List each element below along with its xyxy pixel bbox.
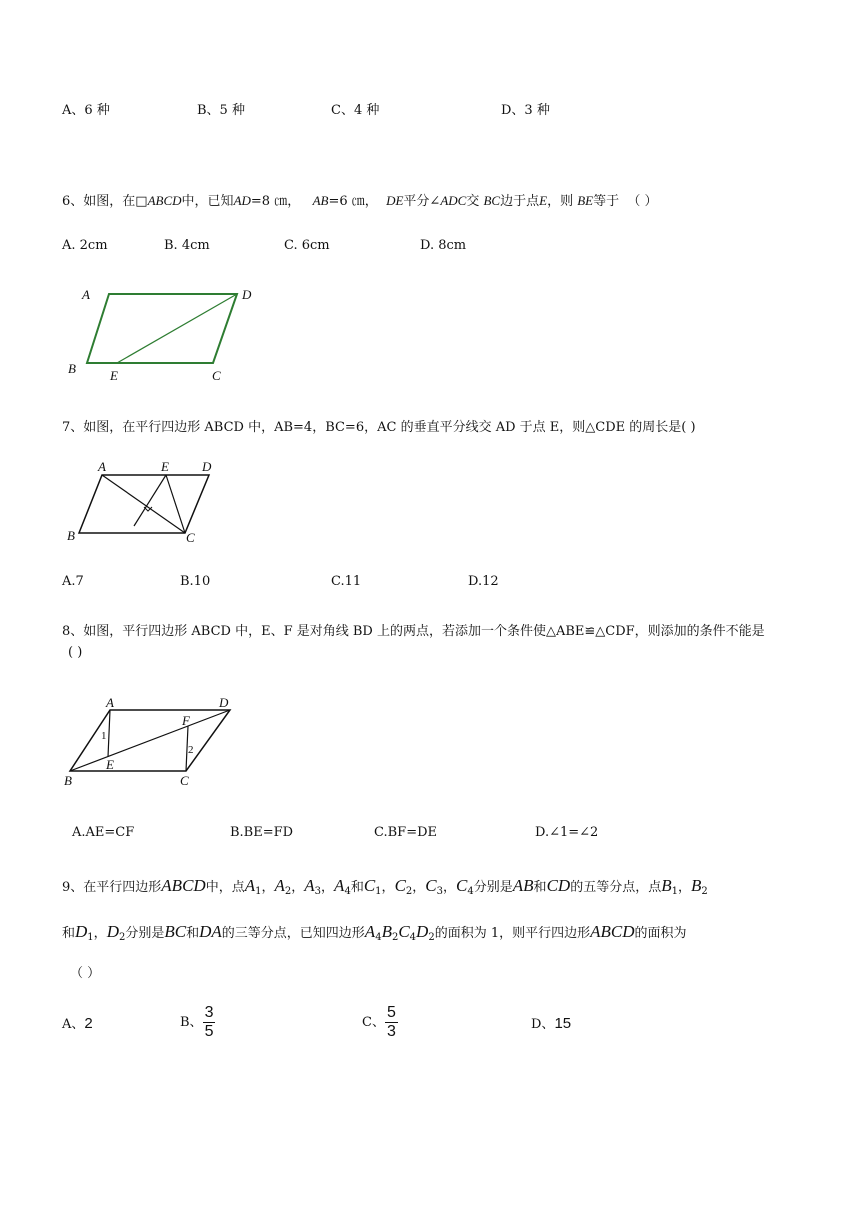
q7-option-b: B.10 [180, 574, 211, 589]
q6-option-c: C. 6cm [284, 238, 330, 253]
q9-sep: ， [381, 880, 395, 895]
q6-label-d: D [242, 287, 252, 302]
q5-option-c: C、4 种 [331, 103, 380, 118]
q9-c2: C [394, 876, 406, 895]
q9-text: 的三等分点，已知四边形 [221, 926, 365, 941]
q6-text: =8 ㎝， [250, 194, 301, 209]
q9-sub: 2 [118, 932, 126, 943]
answer-blank: ( ) [68, 645, 83, 660]
q6-de: DE [386, 193, 404, 208]
q6-option-a: A. 2cm [62, 238, 108, 253]
q6-be: BE [577, 193, 594, 208]
q9-sub: 2 [428, 932, 435, 943]
q9-a4: A [364, 922, 376, 941]
q9-stem-line2 [62, 922, 687, 943]
q9-c1: C [363, 876, 376, 895]
q9-sub: 4 [467, 886, 474, 897]
q9-sub: 2 [391, 932, 399, 943]
q6-label-b: B [68, 361, 76, 376]
q9-sub: 3 [314, 886, 322, 897]
q9-sub: 4 [375, 932, 382, 943]
q8-stem: 8、如图，平行四边形 ABCD 中，E、F 是对角线 BD 上的两点，若添加一个条件使△ABE≌△CDF，则添加的条件不能是 [62, 624, 765, 639]
q6-ad: AD [233, 193, 251, 208]
q9-text: 和 [533, 880, 547, 895]
q8-option-c: C.BF=DE [374, 825, 437, 840]
q9-sub: 1 [255, 886, 262, 897]
q9-stem-line1 [62, 876, 708, 897]
q6-parallelogram [87, 294, 237, 363]
q9-d1: D [75, 922, 88, 941]
q6-option-b: B. 4cm [164, 238, 210, 253]
q6-e: E [539, 193, 548, 208]
q5-option-d: D、3 种 [501, 103, 550, 118]
q7-label-b: B [67, 528, 75, 543]
q9-sep: ， [443, 880, 457, 895]
fraction-numerator: 3 [204, 1004, 214, 1021]
q6-text: 交 [466, 194, 480, 209]
q8-label-a: A [106, 695, 114, 710]
q5-option-a: A、6 种 [62, 103, 110, 118]
option-label: D、 [531, 1017, 555, 1032]
q8-label-e: E [106, 757, 114, 772]
q6-label-c: C [212, 368, 221, 383]
q9-b1: B [661, 876, 672, 895]
q9-sep: ， [412, 880, 426, 895]
q9-sub: 4 [409, 932, 417, 943]
q9-sub: 2 [405, 886, 413, 897]
q9-text: 和 [62, 926, 76, 941]
q9-abcd: ABCD [161, 876, 206, 895]
q7-label-d: D [202, 459, 212, 474]
q8-segment-ae [108, 710, 110, 757]
q9-a1: A [244, 876, 256, 895]
q9-abcd: ABCD [590, 922, 635, 941]
q9-sub: 1 [375, 886, 382, 897]
q7-label-e: E [161, 459, 169, 474]
q6-text: 边于点 [500, 194, 540, 209]
q9-text: 分别是 [473, 880, 513, 895]
q8-figure [62, 695, 242, 795]
q9-a4: A [334, 876, 345, 895]
q5-option-b: B、5 种 [197, 103, 245, 118]
q6-ab: AB [312, 193, 329, 208]
q6-text: 等于 [593, 194, 620, 209]
q6-text: 、如图，在 [70, 194, 136, 209]
q9-sub: 2 [284, 886, 292, 897]
q8-label-f: F [182, 713, 190, 728]
q9-b2: B [690, 876, 702, 895]
fraction-denominator: 3 [386, 1023, 396, 1040]
q9-c4: C [456, 876, 468, 895]
fraction [203, 1004, 216, 1041]
q6-number: 6 [62, 194, 71, 209]
q8-label-b: B [64, 773, 72, 788]
q6-text: 平分∠ [403, 194, 441, 209]
option-label: C、 [362, 1015, 385, 1030]
q9-option-d [531, 1013, 571, 1032]
q8-angle-2-label: 2 [188, 744, 194, 756]
answer-blank: （ ） [627, 194, 658, 209]
q9-text: 的五等分点，点 [570, 880, 662, 895]
q7-figure [62, 458, 232, 548]
q9-text: 的面积为 1，则平行四边形 [434, 926, 591, 941]
q9-sub: 3 [436, 886, 444, 897]
q9-text: 的面积为 [634, 926, 687, 941]
q9-text: 中，点 [205, 880, 245, 895]
q8-option-b: B.BE=FD [230, 825, 294, 840]
answer-blank: （ ） [70, 966, 101, 981]
q9-sub: 4 [344, 886, 351, 897]
q6-text: =6 ㎝， [328, 194, 378, 209]
q9-da: DA [199, 922, 222, 941]
fraction [385, 1004, 398, 1041]
q7-stem: 7、如图，在平行四边形 ABCD 中，AB=4，BC=6，AC 的垂直平分线交 AD 于点 E，则△CDE 的周长是( ) [62, 420, 696, 435]
q7-label-a: A [98, 459, 106, 474]
q8-option-a: A.AE=CF [72, 825, 135, 840]
q9-a3: A [304, 876, 315, 895]
q6-label-e: E [110, 368, 118, 383]
option-value: 2 [84, 1015, 93, 1032]
q9-text: 分别是 [125, 926, 165, 941]
q8-diagonal-bd [70, 710, 230, 771]
q8-label-c: C [180, 773, 189, 788]
q9-number: 9 [62, 880, 71, 895]
q9-option-b [180, 1004, 215, 1041]
q9-sep: ， [291, 880, 305, 895]
q7-diagonal-ac [102, 475, 185, 533]
q9-sub: 2 [701, 886, 708, 897]
fraction-numerator: 5 [386, 1004, 396, 1021]
q6-segment-de [117, 294, 237, 363]
q6-stem [62, 190, 658, 209]
q9-sep: ， [677, 880, 691, 895]
fraction-denominator: 5 [204, 1023, 214, 1040]
q7-option-c: C.11 [331, 574, 362, 589]
q9-sep: ， [261, 880, 275, 895]
q9-c4: C [398, 922, 410, 941]
q9-sub: 1 [671, 886, 678, 897]
option-label: B、 [180, 1015, 203, 1030]
q6-text: 中，已知 [181, 194, 234, 209]
parallelogram-symbol: □ [135, 194, 148, 209]
q9-d2: D [106, 922, 119, 941]
q9-d2: D [416, 922, 429, 941]
q6-label-a: A [82, 287, 90, 302]
q6-figure [62, 280, 272, 390]
option-label: A、 [62, 1017, 85, 1032]
q9-b2: B [381, 922, 392, 941]
q9-sep: ， [321, 880, 335, 895]
q9-option-a [62, 1013, 93, 1032]
q9-cd: CD [546, 876, 571, 895]
q6-bc: BC [483, 193, 501, 208]
option-value: 15 [554, 1015, 572, 1032]
q9-bc: BC [164, 922, 187, 941]
q9-sub: 1 [87, 932, 94, 943]
q7-segment-ec [166, 475, 185, 533]
q8-option-d: D.∠1=∠2 [535, 825, 599, 840]
q9-a2: A [274, 876, 285, 895]
q9-ab: AB [512, 876, 534, 895]
q9-c3: C [425, 876, 437, 895]
q9-option-c [362, 1004, 398, 1041]
q6-adc: ADC [440, 193, 467, 208]
q9-text: 、在平行四边形 [70, 880, 162, 895]
q8-label-d: D [219, 695, 229, 710]
q9-sep: ， [93, 926, 107, 941]
q7-option-a: A.7 [62, 574, 84, 589]
q7-label-c: C [186, 530, 195, 545]
q9-text: 和 [186, 926, 200, 941]
q6-abcd: ABCD [147, 193, 182, 208]
q7-option-d: D.12 [468, 574, 499, 589]
q6-option-d: D. 8cm [420, 238, 467, 253]
q8-angle-1-label: 1 [101, 730, 107, 742]
q9-text: 和 [350, 880, 364, 895]
q6-text: ，则 [547, 194, 574, 209]
